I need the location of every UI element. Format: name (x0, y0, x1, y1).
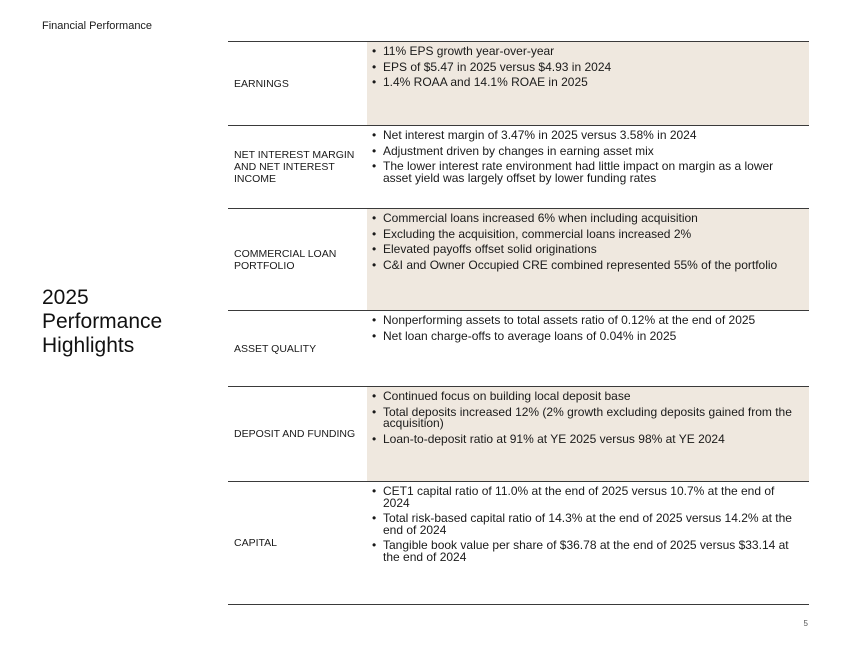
row-label: COMMERCIAL LOAN PORTFOLIO (234, 247, 337, 272)
row-content (367, 482, 809, 604)
table-row-asset-quality (228, 310, 809, 386)
row-label: NET INTEREST MARGIN AND NET INTEREST INCOME (234, 149, 355, 185)
page-title (42, 286, 212, 358)
bullet-item: • Continued focus on building local deposit base (371, 391, 797, 403)
bullet-list (371, 213, 797, 271)
bullet-item: • Net loan charge-offs to average loans of 0.04% in 2025 (371, 331, 797, 343)
bullet-item: • 11% EPS growth year-over-year (371, 46, 797, 58)
bullet-item: • Adjustment driven by changes in earning asset mix (371, 146, 797, 158)
bullet-item: • Nonperforming assets to total assets ratio of 0.12% at the end of 2025 (371, 315, 797, 327)
bullet-item: • Loan-to-deposit ratio at 91% at YE 2025 versus 98% at YE 2024 (371, 434, 797, 446)
page-title-line-2: Performance (42, 310, 163, 333)
row-content (367, 311, 809, 386)
section-header: Financial Performance (42, 20, 153, 32)
page-title-line-1: 2025 (42, 286, 89, 309)
row-label: EARNINGS (234, 77, 289, 90)
table-row-earnings (228, 41, 809, 125)
table-row-capital (228, 481, 809, 605)
page-number: 5 (803, 619, 808, 628)
table-row-net-interest-margin (228, 125, 809, 208)
bullet-list (371, 130, 797, 184)
row-content (367, 387, 809, 481)
bullet-list (371, 315, 797, 342)
bullet-list (371, 46, 797, 89)
row-content (367, 209, 809, 310)
bullet-item: • Tangible book value per share of $36.78 at the end of 2025 versus $33.14 at the end of 2024 (371, 540, 797, 563)
bullet-item: • CET1 capital ratio of 11.0% at the end of 2025 versus 10.7% at the end of 2024 (371, 486, 797, 509)
row-content (367, 42, 809, 125)
table-row-commercial-loan-portfolio (228, 208, 809, 310)
bullet-item: • C&I and Owner Occupied CRE combined represented 55% of the portfolio (371, 260, 797, 272)
bullet-item: • Total deposits increased 12% (2% growth excluding deposits gained from the acquisition) (371, 407, 797, 430)
highlights-table (228, 41, 809, 605)
row-label: DEPOSIT AND FUNDING (234, 428, 356, 440)
bullet-item: • The lower interest rate environment had little impact on margin as a lower asset yield was largely offset by lower funding rates (371, 161, 797, 184)
bullet-item: • 1.4% ROAA and 14.1% ROAE in 2025 (371, 77, 797, 89)
bullet-item: • Commercial loans increased 6% when including acquisition (371, 213, 797, 225)
row-label: ASSET QUALITY (234, 342, 317, 355)
bullet-item: • Elevated payoffs offset solid originations (371, 244, 797, 256)
bullet-item: • Net interest margin of 3.47% in 2025 versus 3.58% in 2024 (371, 130, 797, 142)
bullet-list (371, 391, 797, 445)
row-content (367, 126, 809, 208)
bullet-item: • Excluding the acquisition, commercial loans increased 2% (371, 229, 797, 241)
page-title-line-3: Highlights (42, 334, 135, 357)
table-row-deposit-and-funding (228, 386, 809, 481)
bullet-item: • EPS of $5.47 in 2025 versus $4.93 in 2024 (371, 62, 797, 74)
bullet-item: • Total risk-based capital ratio of 14.3% at the end of 2025 versus 14.2% at the end of 2024 (371, 513, 797, 536)
bullet-list (371, 486, 797, 563)
row-label: CAPITAL (234, 537, 277, 549)
